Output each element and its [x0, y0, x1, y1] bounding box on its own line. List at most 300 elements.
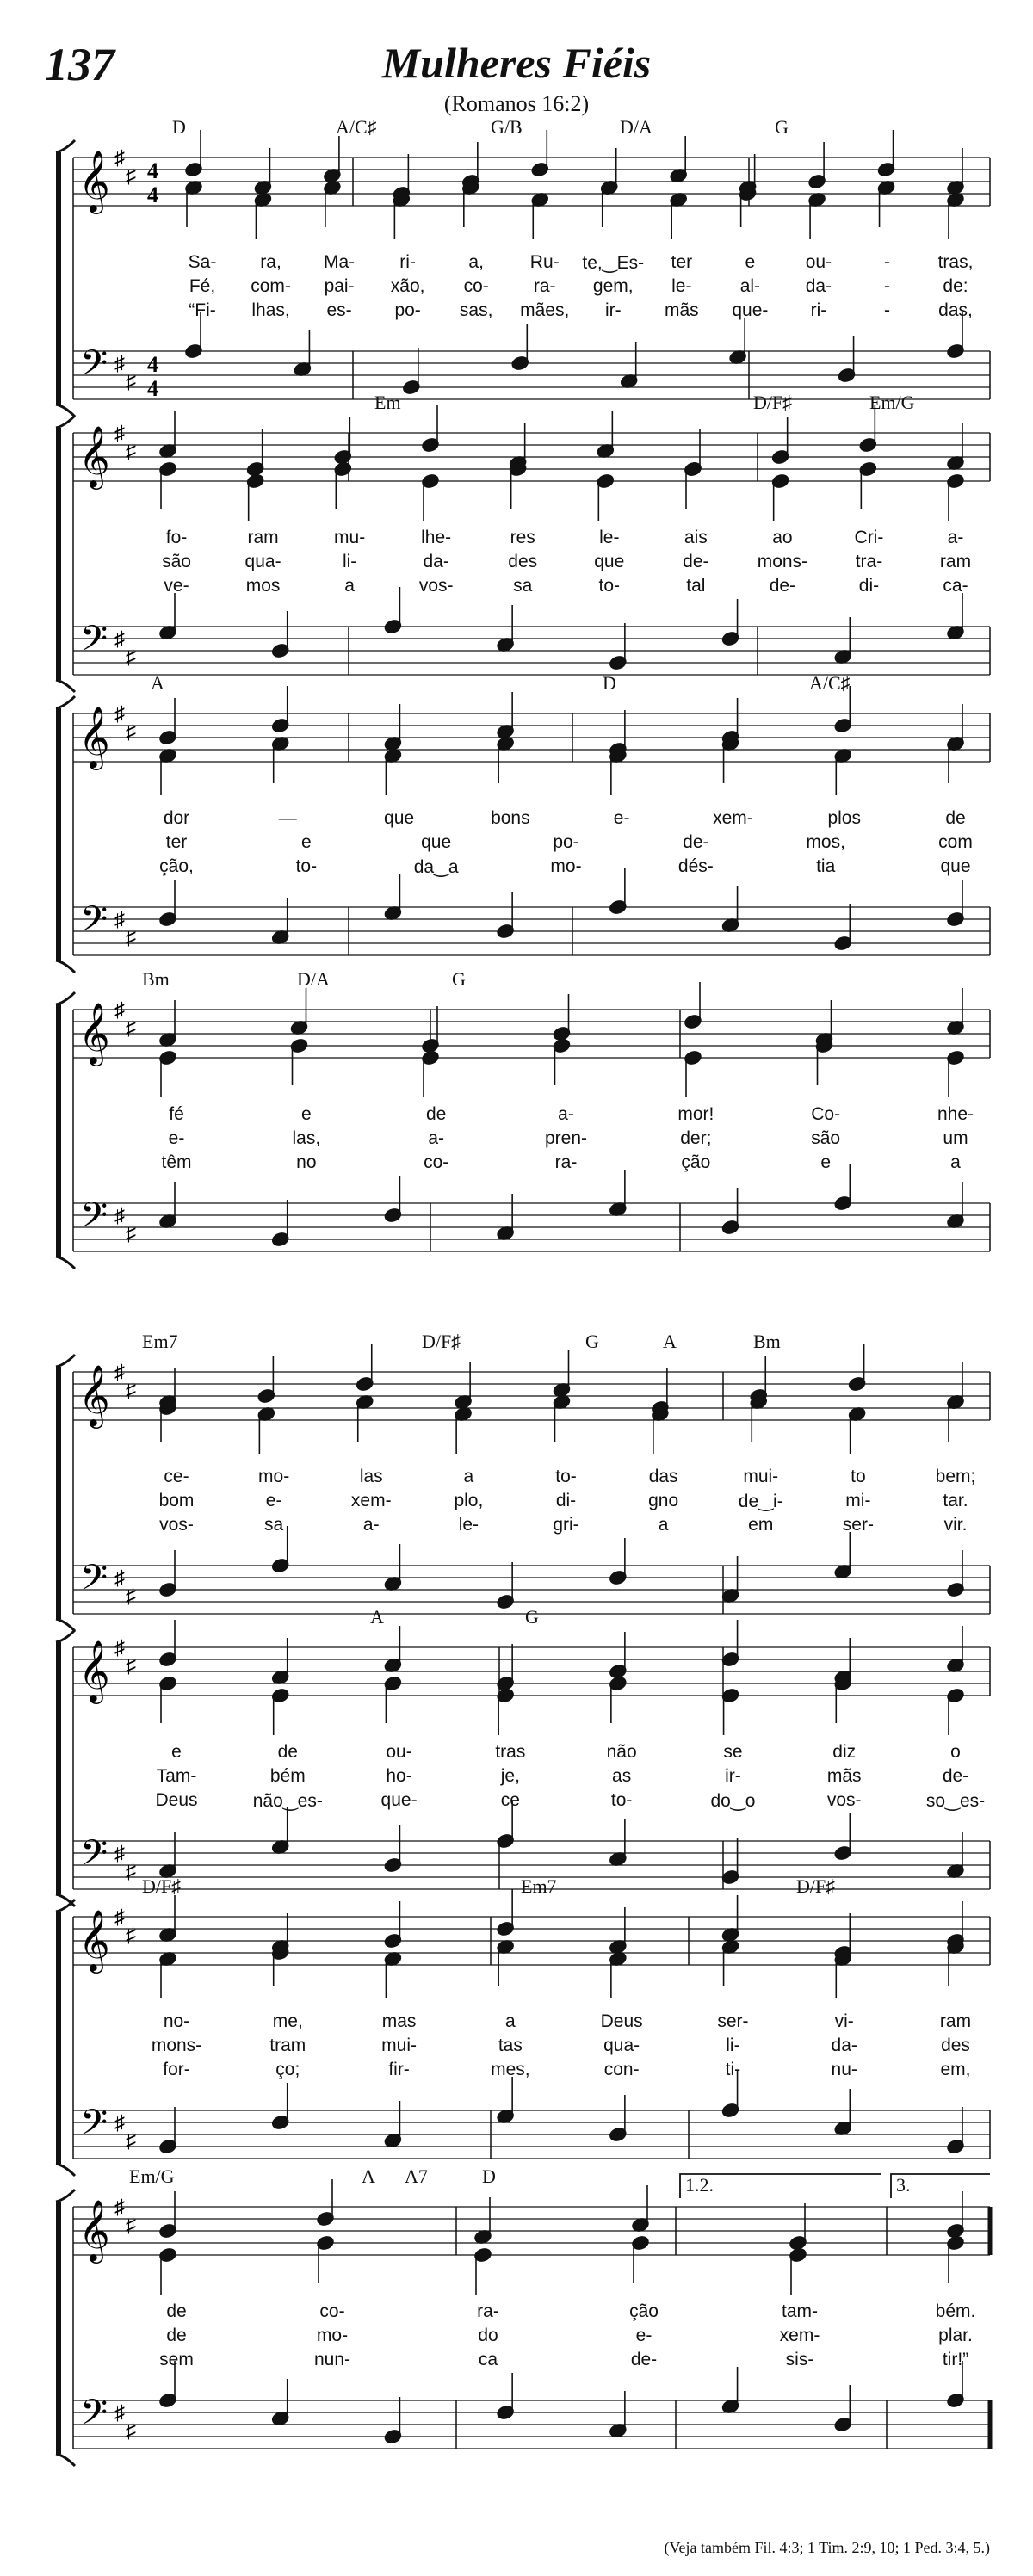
lyric-syllable: gno — [648, 1491, 679, 1510]
chord-symbol: G — [525, 1606, 539, 1628]
lyric-syllable: a- — [428, 1128, 444, 1148]
key-signature-sharp: ♯ — [126, 2420, 136, 2443]
lyric-syllable: ri- — [399, 252, 416, 272]
key-signature-sharp: ♯ — [126, 1655, 136, 1677]
lyric-syllable: ce- — [164, 1467, 189, 1486]
chord-symbol: D — [172, 116, 186, 138]
lyric-syllable: que- — [732, 300, 769, 320]
lyric-syllable: e — [745, 252, 756, 272]
lyric-syllable: tram — [269, 2035, 306, 2055]
chord-symbol: Em — [374, 392, 401, 413]
lyric-syllable: ção — [629, 2301, 659, 2321]
lyric-syllable: as — [612, 1766, 632, 1786]
lyric-syllable: da- — [805, 276, 832, 296]
lyric-syllable: que — [421, 832, 452, 852]
chord-symbol: Em7 — [521, 1875, 557, 1897]
lyric-syllable: fir- — [388, 2060, 410, 2079]
lyric-syllable: plar. — [938, 2326, 973, 2345]
lyric-syllable: a — [950, 1152, 961, 1172]
bracket-hook-top — [56, 1630, 75, 1642]
lyric-syllable: lhas, — [251, 300, 290, 320]
bracket-hook-top — [56, 2190, 75, 2202]
lyric-syllable: ra- — [554, 1152, 578, 1172]
lyric-syllable: a — [505, 2011, 516, 2031]
lyric-syllable: - — [883, 276, 890, 296]
chord-symbol: Em/G — [869, 392, 915, 413]
lyric-syllable: sis- — [785, 2350, 814, 2369]
lyric-syllable: to- — [295, 856, 318, 876]
lyric-syllable: sas, — [459, 300, 493, 320]
system-bracket — [56, 152, 61, 405]
chord-symbol: A — [663, 1331, 677, 1352]
lyric-syllable: do — [478, 2326, 498, 2345]
lyric-syllable: são — [811, 1128, 841, 1148]
lyric-syllable: fo- — [165, 528, 188, 547]
lyric-syllable: que — [384, 808, 415, 828]
bracket-hook-top — [56, 696, 75, 708]
lyric-syllable: mo- — [550, 856, 582, 876]
lyric-syllable: ao — [772, 528, 793, 547]
lyric-syllable: - — [883, 300, 890, 320]
lyric-syllable: gri- — [553, 1515, 579, 1535]
time-signature-top: 4 — [147, 352, 158, 377]
chord-symbol: A — [151, 672, 164, 694]
lyric-syllable: tras, — [937, 252, 974, 272]
key-signature-sharp: ♯ — [114, 423, 125, 445]
chord-symbol: Em7 — [142, 1331, 178, 1352]
bracket-hook-bottom — [56, 680, 75, 692]
lyric-syllable: e — [820, 1152, 831, 1172]
lyric-syllable: de- — [683, 832, 709, 852]
chord-symbol: D/F♯ — [753, 392, 793, 413]
lyric-syllable: co- — [319, 2301, 345, 2321]
lyric-syllable: Sa- — [188, 252, 217, 272]
lyric-syllable: de- — [630, 2350, 658, 2369]
lyric-syllable: ra- — [477, 2301, 499, 2321]
lyric-syllable: ram — [939, 552, 972, 571]
lyric-syllable: las — [359, 1467, 383, 1486]
key-signature-sharp: ♯ — [126, 927, 136, 949]
lyric-syllable: vos- — [826, 1790, 862, 1810]
key-signature-sharp: ♯ — [114, 353, 125, 375]
lyric-syllable: do‿o — [710, 1791, 756, 1811]
system-bracket — [56, 1642, 61, 1894]
lyric-syllable: se — [723, 1742, 743, 1762]
key-signature-sharp: ♯ — [126, 2215, 136, 2237]
lyric-syllable: mons- — [757, 552, 808, 571]
lyric-syllable: ir- — [725, 1766, 741, 1786]
lyric-syllable: com- — [251, 276, 291, 296]
bass-clef: 𝄢 — [80, 343, 108, 392]
bass-clef: 𝄢 — [80, 899, 108, 948]
lyric-syllable: ter — [671, 252, 693, 272]
lyric-syllable: e — [300, 832, 312, 852]
lyric-syllable: que- — [380, 1790, 418, 1810]
bracket-hook-bottom — [56, 1894, 75, 1906]
chord-symbol: G — [452, 968, 466, 990]
lyric-syllable: ti- — [725, 2060, 741, 2079]
key-signature-sharp: ♯ — [126, 1585, 136, 1608]
lyric-syllable: “Fi- — [189, 300, 216, 320]
lyric-syllable: des — [941, 2035, 970, 2055]
lyric-syllable: bem; — [935, 1467, 976, 1486]
bracket-hook-top — [56, 140, 75, 152]
lyric-syllable: je, — [500, 1766, 520, 1786]
lyric-syllable: xão, — [390, 276, 425, 296]
chord-symbol: Bm — [142, 968, 170, 990]
time-signature-bottom: 4 — [147, 376, 158, 401]
lyric-syllable: xem- — [350, 1491, 392, 1510]
treble-clef: 𝄞 — [78, 1004, 110, 1063]
lyric-syllable: e- — [635, 2326, 653, 2345]
key-signature-sharp: ♯ — [114, 703, 125, 726]
key-signature-sharp: ♯ — [126, 721, 136, 744]
lyric-syllable: fé — [169, 1104, 184, 1124]
lyric-syllable: di- — [858, 576, 880, 596]
key-signature-sharp: ♯ — [126, 1380, 136, 1402]
lyric-syllable: e- — [265, 1491, 282, 1510]
lyric-syllable: nun- — [313, 2350, 351, 2369]
chord-symbol: G/B — [491, 116, 523, 138]
key-signature-sharp: ♯ — [114, 2196, 125, 2219]
lyric-syllable: não — [606, 1742, 637, 1762]
lyric-syllable: plos — [827, 808, 861, 828]
lyric-syllable: sa — [264, 1515, 284, 1535]
lyric-syllable: da- — [831, 2035, 857, 2055]
lyric-syllable: a — [658, 1515, 669, 1535]
lyric-syllable: ho- — [386, 1766, 412, 1786]
lyric-syllable: mons- — [151, 2035, 202, 2055]
treble-clef: 𝄞 — [78, 428, 110, 486]
chord-symbol: D/A — [620, 116, 653, 138]
lyric-syllable: tal — [686, 576, 706, 596]
lyric-syllable: xem- — [779, 2326, 820, 2345]
bass-clef: 𝄢 — [80, 1558, 108, 1606]
key-signature-sharp: ♯ — [114, 147, 125, 170]
lyric-syllable: te,‿Es- — [582, 253, 645, 273]
lyric-syllable: ter — [165, 832, 188, 852]
lyric-syllable: qua- — [244, 552, 281, 571]
lyric-syllable: são — [162, 552, 191, 571]
chord-symbol: A — [362, 2165, 375, 2187]
system-bracket — [56, 1912, 61, 2164]
lyric-syllable: le- — [458, 1515, 479, 1535]
treble-clef: 𝄞 — [78, 708, 110, 767]
scripture-reference: (Romanos 16:2) — [443, 91, 590, 116]
lyric-syllable: ra- — [533, 276, 556, 296]
system-bracket — [56, 428, 61, 680]
key-signature-sharp: ♯ — [114, 1637, 125, 1659]
lyric-syllable: des — [508, 552, 538, 571]
lyric-syllable: em, — [940, 2060, 971, 2079]
lyric-syllable: Fé, — [189, 276, 216, 296]
bracket-hook-top — [56, 1900, 75, 1912]
lyric-syllable: tras — [495, 1742, 526, 1762]
volta-label-1: 1.2. — [685, 2174, 714, 2196]
volta-label-2: 3. — [896, 2174, 911, 2196]
bracket-hook-top — [56, 1355, 75, 1367]
system-bracket — [56, 708, 61, 961]
lyric-syllable: ram — [247, 528, 279, 547]
chord-symbol: D — [482, 2165, 496, 2187]
lyric-syllable: der; — [680, 1128, 712, 1148]
lyric-syllable: de — [425, 1104, 447, 1124]
bracket-hook-bottom — [56, 961, 75, 973]
lyric-syllable: não‿es- — [252, 1791, 323, 1811]
chord-symbol: D/A — [297, 968, 330, 990]
lyric-syllable: Ru- — [529, 252, 560, 272]
lyric-syllable: ço; — [275, 2060, 300, 2079]
key-signature-sharp: ♯ — [114, 1362, 125, 1384]
lyric-syllable: vos- — [418, 576, 454, 596]
lyric-syllable: plo, — [454, 1491, 484, 1510]
chord-symbol: A/C♯ — [336, 116, 377, 138]
lyric-syllable: pren- — [544, 1128, 588, 1148]
lyric-syllable: ser- — [842, 1515, 874, 1535]
lyric-syllable: ou- — [805, 252, 832, 272]
lyric-syllable: mãs — [826, 1766, 862, 1786]
bass-clef: 𝄢 — [80, 619, 108, 667]
lyric-syllable: de — [166, 2301, 187, 2321]
lyric-syllable: das — [648, 1467, 678, 1486]
lyric-syllable: que — [940, 856, 971, 876]
key-signature-sharp: ♯ — [114, 1843, 125, 1865]
bracket-hook-bottom — [56, 1619, 75, 1631]
lyric-syllable: de- — [942, 1766, 969, 1786]
time-signature-bottom: 4 — [147, 182, 158, 207]
lyric-syllable: um — [943, 1128, 968, 1148]
lyric-syllable: e — [300, 1104, 312, 1124]
system-bracket — [56, 1367, 61, 1619]
lyric-syllable: Tam- — [156, 1766, 197, 1786]
treble-clef: 𝄞 — [78, 1367, 110, 1425]
lyric-syllable: bém — [269, 1766, 306, 1786]
hymn-title: Mulheres Fiéis — [381, 39, 652, 87]
chord-symbol: G — [585, 1331, 599, 1352]
lyric-syllable: vir. — [943, 1515, 968, 1535]
lyric-syllable: de — [945, 808, 966, 828]
lyric-syllable: for- — [163, 2060, 190, 2079]
lyric-syllable: pai- — [324, 276, 355, 296]
key-signature-sharp: ♯ — [126, 646, 136, 669]
lyric-syllable: tas — [498, 2035, 523, 2055]
lyric-syllable: al- — [739, 276, 761, 296]
lyric-syllable: con- — [603, 2060, 640, 2079]
key-signature-sharp: ♯ — [114, 1906, 125, 1929]
lyric-syllable: bém. — [935, 2301, 976, 2321]
lyric-syllable: a — [344, 576, 355, 596]
lyric-syllable: sa — [513, 576, 533, 596]
lyric-syllable: co- — [424, 1152, 449, 1172]
lyric-syllable: ção, — [159, 856, 194, 876]
lyric-syllable: vos- — [159, 1515, 194, 1535]
system-bracket — [56, 1004, 61, 1257]
lyric-syllable: a, — [468, 252, 484, 272]
lyric-syllable: sem — [159, 2350, 194, 2369]
key-signature-sharp: ♯ — [126, 1861, 136, 1883]
lyric-syllable: to- — [610, 1790, 633, 1810]
lyric-syllable: bom — [158, 1491, 195, 1510]
lyric-syllable: ve- — [164, 576, 189, 596]
key-signature-sharp: ♯ — [126, 2130, 136, 2153]
lyric-syllable: e- — [613, 808, 630, 828]
lyric-syllable: em — [748, 1515, 774, 1535]
bass-clef: 𝄢 — [80, 2393, 108, 2441]
lyric-syllable: Cri- — [854, 528, 884, 547]
bracket-hook-bottom — [56, 405, 75, 417]
lyric-syllable: to- — [598, 576, 621, 596]
lyric-syllable: ca- — [943, 576, 968, 596]
key-signature-sharp: ♯ — [126, 1017, 136, 1040]
lyric-syllable: e- — [168, 1128, 185, 1148]
lyric-syllable: de — [166, 2326, 187, 2345]
lyric-syllable: so‿es- — [925, 1791, 986, 1811]
lyric-syllable: es- — [326, 300, 352, 320]
lyric-syllable: a- — [362, 1515, 380, 1535]
lyric-syllable: têm — [161, 1152, 192, 1172]
lyric-syllable: a- — [947, 528, 964, 547]
lyric-syllable: ir- — [604, 300, 622, 320]
lyric-syllable: po- — [394, 300, 421, 320]
lyric-syllable: o — [950, 1742, 961, 1762]
key-signature-sharp: ♯ — [126, 371, 136, 393]
lyric-syllable: ram — [939, 2011, 972, 2031]
lyric-syllable: las, — [292, 1128, 321, 1148]
lyric-syllable: Deus — [600, 2011, 643, 2031]
lyric-syllable: le- — [671, 276, 692, 296]
key-signature-sharp: ♯ — [114, 2112, 125, 2134]
lyric-syllable: mu- — [334, 528, 366, 547]
lyric-syllable: to- — [555, 1467, 577, 1486]
lyric-syllable: di- — [555, 1491, 577, 1510]
lyric-syllable: diz — [832, 1742, 857, 1762]
lyric-syllable: bons — [491, 808, 530, 828]
lyric-syllable: to — [851, 1467, 866, 1486]
lyric-syllable: — — [278, 808, 297, 828]
key-signature-sharp: ♯ — [126, 1223, 136, 1245]
lyric-syllable: qua- — [603, 2035, 640, 2055]
chord-symbol: Em/G — [129, 2165, 175, 2187]
lyric-syllable: dés- — [677, 856, 714, 876]
lyric-syllable: e — [171, 1742, 182, 1762]
lyric-syllable: ca — [478, 2350, 498, 2369]
key-signature-sharp: ♯ — [114, 2402, 125, 2425]
time-signature-top: 4 — [147, 158, 158, 183]
lyric-syllable: Co- — [811, 1104, 841, 1124]
lyric-syllable: - — [883, 252, 890, 272]
treble-clef: 𝄞 — [78, 152, 110, 211]
chord-symbol: G — [775, 116, 789, 138]
treble-clef: 𝄞 — [78, 1912, 110, 1970]
lyric-syllable: xem- — [713, 808, 753, 828]
chord-symbol: A — [370, 1606, 384, 1628]
lyric-syllable: le- — [599, 528, 620, 547]
lyric-syllable: mes, — [491, 2060, 530, 2079]
lyric-syllable: ra, — [260, 252, 281, 272]
key-signature-sharp: ♯ — [114, 1205, 125, 1227]
lyric-syllable: que — [594, 552, 625, 571]
treble-clef: 𝄞 — [78, 1642, 110, 1701]
lyric-syllable: da- — [423, 552, 449, 571]
lyric-syllable: tra- — [855, 552, 883, 571]
lyric-syllable: vi- — [834, 2011, 854, 2031]
lyric-syllable: mãs — [664, 300, 699, 320]
bracket-hook-top — [56, 416, 75, 428]
key-signature-sharp: ♯ — [126, 1924, 136, 1947]
chord-symbol: D/F♯ — [142, 1875, 182, 1897]
key-signature-sharp: ♯ — [114, 999, 125, 1022]
chord-symbol: A/C♯ — [809, 672, 851, 694]
lyric-syllable: li- — [342, 552, 357, 571]
lyric-syllable: no — [296, 1152, 317, 1172]
lyric-syllable: ais — [684, 528, 708, 547]
lyric-syllable: com — [938, 832, 973, 852]
key-signature-sharp: ♯ — [126, 165, 136, 188]
lyric-syllable: mães, — [520, 300, 570, 320]
lyric-syllable: de — [277, 1742, 298, 1762]
bracket-hook-bottom — [56, 2164, 75, 2176]
lyric-syllable: res — [510, 528, 535, 547]
bracket-hook-bottom — [56, 1257, 75, 1269]
lyric-syllable: lhe- — [421, 528, 452, 547]
lyric-syllable: ou- — [386, 1742, 412, 1762]
chord-symbol: D/F♯ — [796, 1875, 836, 1897]
lyric-syllable: po- — [553, 832, 579, 852]
lyric-syllable: no- — [163, 2011, 190, 2031]
lyric-syllable: tir!” — [942, 2350, 969, 2369]
lyric-syllable: tia — [816, 856, 836, 876]
lyric-syllable: mor! — [677, 1104, 714, 1124]
key-signature-sharp: ♯ — [114, 628, 125, 651]
lyric-syllable: ce — [500, 1790, 520, 1810]
lyric-syllable: de- — [683, 552, 709, 571]
bass-clef: 𝄢 — [80, 1195, 108, 1244]
lyric-syllable: tar. — [943, 1491, 968, 1510]
lyric-syllable: Ma- — [323, 252, 356, 272]
lyric-syllable: tam- — [782, 2301, 818, 2321]
lyric-syllable: mo- — [316, 2326, 349, 2345]
lyric-syllable: nu- — [831, 2060, 857, 2079]
system-bracket — [56, 2202, 61, 2454]
lyric-syllable: de: — [943, 276, 968, 296]
lyric-syllable: mui- — [743, 1467, 779, 1486]
key-signature-sharp: ♯ — [114, 909, 125, 931]
cross-references: (Veja também Fil. 4:3; 1 Tim. 2:9, 10; 1 Ped. 3:4, 5.) — [664, 2539, 990, 2556]
bass-clef: 𝄢 — [80, 1833, 108, 1881]
lyric-syllable: ser- — [717, 2011, 749, 2031]
lyric-syllable: da‿a — [413, 857, 459, 877]
chord-symbol: D/F♯ — [422, 1331, 461, 1352]
lyric-syllable: me, — [272, 2011, 303, 2031]
lyric-syllable: Deus — [155, 1790, 198, 1810]
lyric-syllable: a — [463, 1467, 474, 1486]
lyric-syllable: ção — [681, 1152, 711, 1172]
hymn-number: 137 — [45, 39, 114, 90]
treble-clef: 𝄞 — [78, 2202, 110, 2260]
lyric-syllable: das, — [938, 300, 973, 320]
bass-clef: 𝄢 — [80, 2103, 108, 2151]
chord-symbol: Bm — [753, 1331, 781, 1352]
lyric-syllable: mi- — [845, 1491, 871, 1510]
lyric-syllable: mos — [245, 576, 281, 596]
lyric-syllable: co- — [463, 276, 489, 296]
lyric-syllable: ri- — [810, 300, 827, 320]
lyric-syllable: nhe- — [937, 1104, 974, 1124]
lyric-syllable: mo- — [258, 1467, 290, 1486]
lyric-syllable: de‿i- — [738, 1492, 783, 1511]
lyric-syllable: dor — [163, 808, 190, 828]
lyric-syllable: mas — [381, 2011, 417, 2031]
